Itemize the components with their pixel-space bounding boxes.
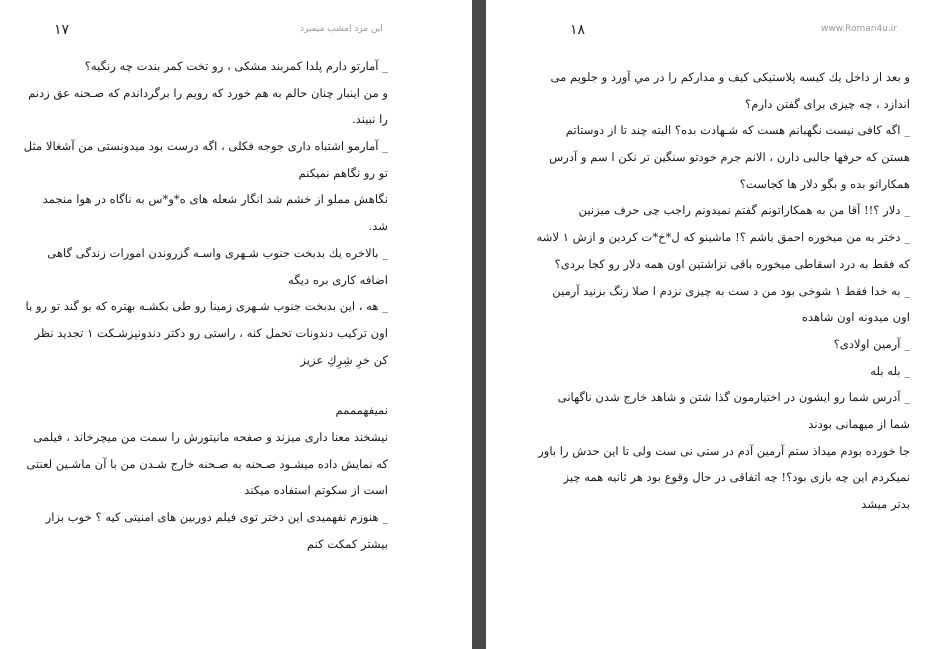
text-line: را نبیند. (352, 112, 388, 127)
paragraph-break (42, 373, 388, 397)
text-line: هستن که حرفها جالبی دارن ، الانم جرم خودتو سنگین تر نکن ا سم و آدرس (549, 150, 910, 165)
text-line: _ آمارتو دارم پلدا کمربند مشکی ، رو تخت کمر بندت چه رنگیه؟ (84, 59, 388, 73)
text-line: اون میدونه اون شاهده (801, 310, 910, 325)
text-line: _ بالاخره یك بدبخت جنوب شـهری واسـه گزروندن امورات زندگی گاهی (47, 245, 388, 260)
text-line: اضافه کاری بره دیگه (288, 272, 388, 287)
text-line: جا خورده بودم میداذ ستم آرمین آدم در ستی نی ست ولی تا این حدش را باور (538, 443, 910, 458)
page-number: ۱۸ (570, 22, 586, 38)
text-line: کن خرِ شِرِكِ عزیز (300, 352, 388, 367)
text-line: است از سکوتم استفاده میکند (244, 483, 388, 498)
text-line: شد. (368, 219, 388, 234)
text-line: بدتر میشد (861, 497, 910, 511)
text-line: تو رو نگاهم نمیکنم (298, 165, 388, 180)
text-line: شما از میهمانی بودند (808, 416, 910, 431)
text-line: _ آرمین اولادی؟ (833, 336, 910, 351)
text-line: اون ترکیب دندونات تحمل کنه ، راستی رو دکتر دندونپزشـکت ۱ تجدید نظر (34, 325, 388, 340)
book-gutter (472, 0, 486, 649)
text-line: و من اینبار چنان حالم به هم خورد که رویم را برگرداندم که صـحنه عق زدنم (28, 85, 388, 100)
text-line: که فقط به درد اسقاطی میخوره باقی نزاشتین اون همه دلار رو کجا بردی؟ (554, 256, 910, 271)
text-line: _ دلار ؟!! آقا من به همکاراتونم گفتم نمیدونم راجب چی حرف میزنین (578, 203, 910, 218)
text-line: بیشتر کمکت کنم (306, 536, 388, 551)
text-line: همکاراتو بده و بگو دلار ها کجاست؟ (739, 176, 910, 191)
running-head: www.Roman4u.ir (821, 24, 897, 34)
page-body (536, 64, 910, 518)
running-head: این مرد امشب میمیرد (300, 24, 383, 34)
page-number: ۱۷ (54, 22, 70, 38)
text-line: _ اگه کافی نیست نگهبانم هست که شـهادت بده؟ البته چند تا از دوستاتم (565, 123, 910, 138)
text-line: _ آدرس شما رو ایشون در اختیارمون گذا شتن و شاهد خارج شدن ناگهانی (557, 390, 910, 405)
text-line: _ به خدا فقط ۱ شوخی بود من د ست به چیزی نزدم ا صلا زنگ بزنید آرمین (552, 283, 910, 298)
text-line: و بعد از داخل یك کیسه پلاستیکی کیف و مدارکم را در مي آورد و جلویم می (550, 70, 910, 84)
text-line: نمیفهمممم (335, 403, 388, 418)
text-line: نمیکردم این چه بازی بود؟! چه اتفاقی در حال وقوع بود هر ثانیه همه چیز (563, 470, 910, 485)
text-line: _ آمارمو اشتباه داری جوجه فکلی ، اگه درست بود میدونستی من آشغالا مثل (23, 139, 388, 154)
text-line: اندازد ، چه چیزی برای گفتن دارم؟ (745, 96, 910, 111)
right-page (486, 0, 933, 649)
text-line: _ هه ، این بدبخت جنوب شـهری زمینا رو طی بکشـه بهتره که بو گند تو رو با (25, 299, 388, 314)
text-line: _ هنوزم نفهمیدی این دختر توی فیلم دوربین های امنیتی کیه ؟ خوب بزار (45, 510, 388, 524)
text-line: که نمایش داده میشـود صـحنه به صـحنه خارج شـدن من با آن ماشـین لعنتی (26, 456, 388, 471)
text-line: _ بله بله (870, 363, 910, 378)
text-line: نیشخند معنا داری میزند و صفحه مانیتورش را سمت من میچرخاند ، فیلمی (33, 429, 388, 444)
page-body (23, 53, 388, 557)
text-line: _ دختر به من میخوره احمق باشم ؟! ماشینو که ل*خ*ت کردین و ازش ۱ لاشه (536, 230, 910, 245)
text-line: نگاهش مملو از خشم شد انگار شعله های ه*و*س به ناگاه در هوا منجمد (42, 192, 388, 207)
